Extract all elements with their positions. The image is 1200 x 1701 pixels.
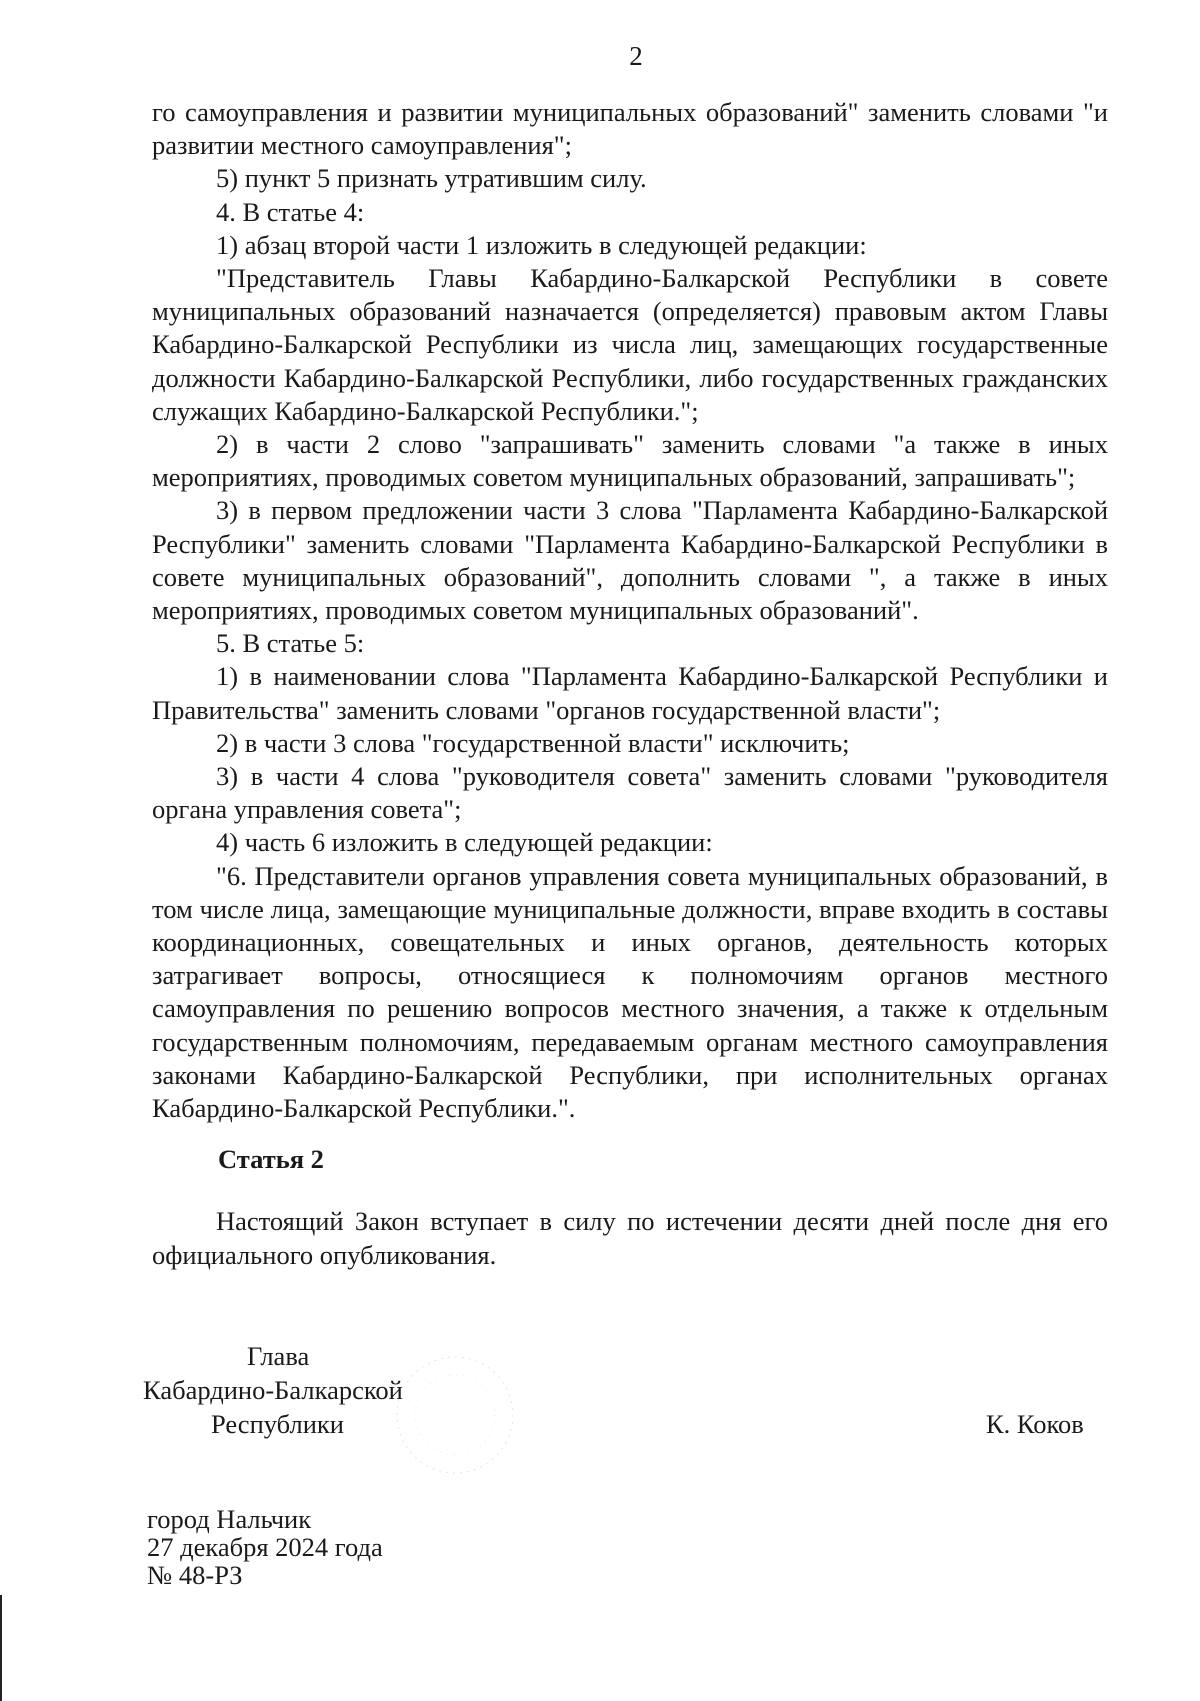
paragraph: 2) в части 3 слова "государственной власти" исключить; [216, 727, 850, 758]
paragraph: Настоящий Закон вступает в силу по истечении десяти дней после дня его официального опубликования. [152, 1206, 1108, 1270]
paragraph: "6. Представители органов управления совета муниципальных образований, в том числе лица, замещающие муниципальные должности, вправе входить в составы координационных, совещательных и иных органов, деятельность которых затрагивает вопросы, относящиеся к полномочиям органов местного самоуправления по решению вопросов местного значения, а также к отдельным государственным полномочиям, передаваемым органам местного самоуправления законами Кабардино-Балкарской Республики, при исполнительных органах Кабардино-Балкарской Республики.". [152, 860, 1108, 1124]
paragraph: "Представитель Главы Кабардино-Балкарской Республики в совете муниципальных образований назначается (определяется) правовым актом Главы Кабардино-Балкарской Республики из числа лиц, замещающих государственные должности Кабардино-Балкарской Республики, либо государственных гражданских служащих Кабардино-Балкарской Республики."; [152, 263, 1108, 426]
scan-edge-line [0, 1595, 2, 1701]
document-footer [147, 1505, 383, 1589]
paragraph: 5. В статье 5: [216, 628, 365, 659]
footer-date: 27 декабря 2024 года [147, 1532, 383, 1562]
paragraph: 3) в первом предложении части 3 слова "Парламента Кабардино-Балкарской Республики" заменить словами "Парламента Кабардино-Балкарской Республики в совете муниципальных образований", дополнить словами ", а также в иных мероприятиях, проводимых советом муниципальных образований". [152, 495, 1108, 626]
paragraph: 4) часть 6 изложить в следующей редакции: [216, 827, 713, 858]
signatory-title-line: Глава [247, 1341, 310, 1371]
signatory-title-line: Кабардино-Балкарской [143, 1375, 403, 1405]
paragraph: 3) в части 4 слова "руководителя совета" заменить словами "руководителя органа управления совета"; [152, 761, 1108, 825]
paragraph: 5) пункт 5 признать утратившим силу. [216, 163, 647, 194]
article-body [152, 1204, 1108, 1272]
signer-name: К. Коков [986, 1409, 1084, 1439]
paragraph-continuation: го самоуправления и развитии муниципальных образований" заменить словами "и развитии местного самоуправления"; [152, 97, 1108, 161]
document-body [152, 96, 1108, 1125]
paragraph: 2) в части 2 слово "запрашивать" заменить словами "а также в иных мероприятиях, проводимых советом муниципальных образований, запрашивать"; [152, 429, 1108, 493]
article-heading: Статья 2 [218, 1144, 324, 1174]
paragraph: 1) в наименовании слова "Парламента Кабардино-Балкарской Республики и Правительства" заменить словами "органов государственной власти"; [152, 661, 1108, 725]
paragraph: 1) абзац второй части 1 изложить в следующей редакции: [216, 229, 867, 260]
footer-city: город Нальчик [147, 1504, 312, 1534]
paragraph: 4. В статье 4: [216, 196, 365, 227]
signatory-title-line: Республики [211, 1409, 344, 1439]
page-number: 2 [629, 41, 643, 71]
footer-law-number: № 48-РЗ [147, 1560, 243, 1590]
faint-stamp-mark [355, 1350, 555, 1480]
